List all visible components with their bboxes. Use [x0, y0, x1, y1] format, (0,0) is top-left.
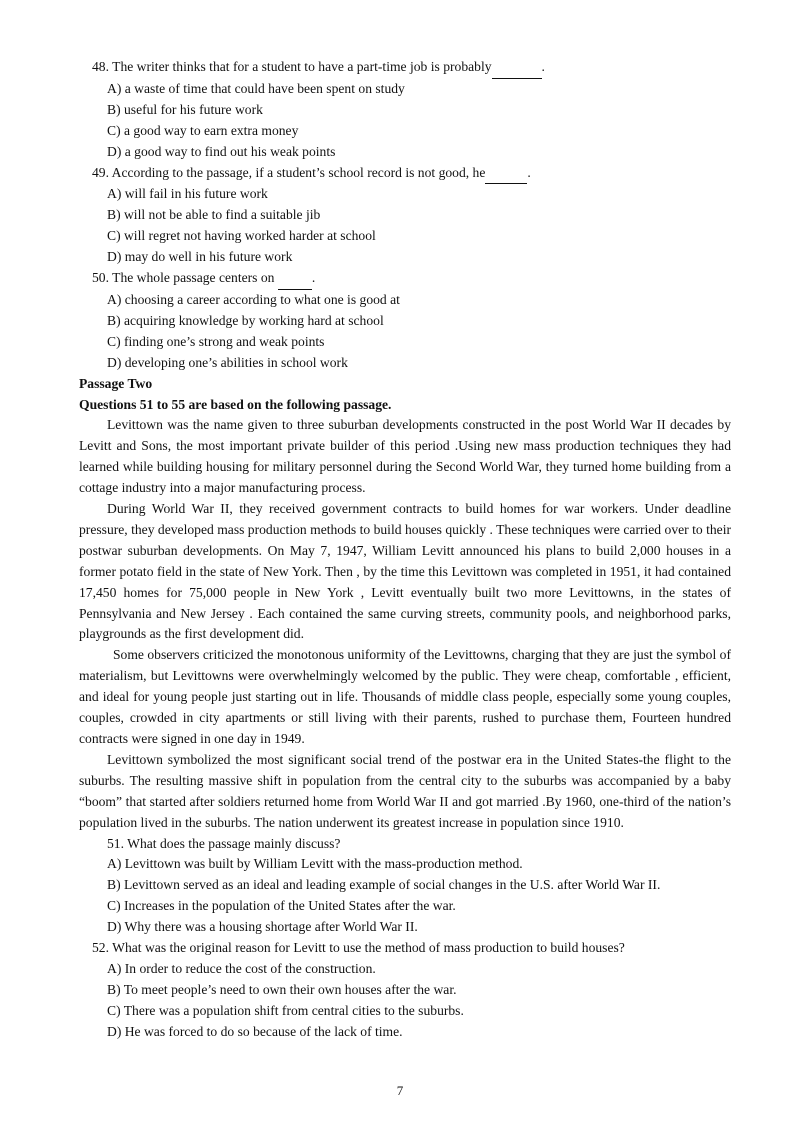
- option-d: D) Why there was a housing shortage after World War II.: [107, 919, 418, 935]
- option-c: C) a good way to earn extra money: [107, 122, 299, 138]
- option-c: C) There was a population shift from central cities to the suburbs.: [107, 1002, 464, 1018]
- question-51: [79, 834, 731, 939]
- option-a: A) Levittown was built by William Levitt with the mass-production method.: [107, 856, 523, 872]
- answer-blank: [485, 163, 527, 185]
- question-stem: [79, 57, 731, 79]
- option-d: D) a good way to find out his weak points: [107, 143, 336, 159]
- option-d: D) may do well in his future work: [107, 249, 293, 265]
- document-page: [79, 57, 731, 1043]
- option-a: A) In order to reduce the cost of the construction.: [107, 960, 376, 976]
- stem-text: 50. The whole passage centers on: [92, 270, 275, 286]
- stem-text: 49. According to the passage, if a student’s school record is not good, he: [92, 164, 486, 180]
- stem-end: .: [311, 270, 316, 286]
- question-stem: [79, 268, 731, 290]
- paragraph-4: Levittown symbolized the most significant social trend of the postwar era in the United States-the flight to the suburbs. The resulting massive shift in population from the central city to the suburbs was accompanied by a baby “boom” that started after soldiers returned home from World War II and got married .By 1960, one-third of the nation’s population lived in the suburbs. The nation underwent its greatest increase in population since 1910.: [79, 751, 731, 830]
- question-50: [79, 268, 731, 374]
- passage-instruction: Questions 51 to 55 are based on the following passage.: [79, 396, 392, 412]
- stem-end: .: [541, 59, 545, 74]
- paragraph-2: During World War II, they received government contracts to build homes for war workers. Under deadline pressure, they developed mass production methods to build houses quickly . These techniques were carried over to their postwar suburban developments. On May 7, 1947, William Levitt announced his plans to build 2,000 houses in a former potato field in the state of New York. Then , by the time this Levittown was completed in 1951, it had contained 17,450 homes for 75,000 people in New York , Levitt eventually built two more Levittowns, in the states of Pennsylvania and New Jersey . Each contained the same curving streets, community pools, and neighborhood parks, playgrounds as the first development did.: [79, 501, 731, 642]
- option-b: B) will not be able to find a suitable jib: [107, 207, 321, 223]
- question-48: [79, 57, 731, 163]
- option-d: D) He was forced to do so because of the lack of time.: [107, 1023, 403, 1039]
- option-b: B) useful for his future work: [107, 101, 263, 117]
- option-c: C) will regret not having worked harder at school: [107, 228, 376, 244]
- question-stem: 52. What was the original reason for Levitt to use the method of mass production to build houses?: [92, 940, 625, 956]
- question-stem: 51. What does the passage mainly discuss?: [107, 835, 341, 851]
- paragraph-1: Levittown was the name given to three suburban developments constructed in the post World War II decades by Levitt and Sons, the most important private builder of this period .Using new mass production techniques they had learned while building housing for military personnel during the Second World War, they turned home building from a cottage industry into a major manufacturing process.: [79, 417, 731, 496]
- stem-text: 48. The writer thinks that for a student to have a part-time job is probably: [92, 59, 492, 74]
- option-b: B) acquiring knowledge by working hard at school: [107, 312, 384, 328]
- option-d: D) developing one’s abilities in school work: [107, 354, 348, 370]
- passage-title: Passage Two: [79, 375, 153, 391]
- page-number: 7: [396, 1083, 404, 1098]
- option-a: A) will fail in his future work: [107, 186, 268, 202]
- passage-body: [79, 415, 731, 833]
- option-b: B) To meet people’s need to own their own houses after the war.: [107, 981, 457, 997]
- answer-blank: [492, 57, 542, 79]
- answer-blank: [278, 268, 312, 290]
- option-a: A) choosing a career according to what one is good at: [107, 291, 400, 307]
- question-52: [79, 938, 731, 1043]
- option-b: B) Levittown served as an ideal and leading example of social changes in the U.S. after World War II.: [107, 877, 661, 893]
- option-c: C) finding one’s strong and weak points: [107, 333, 325, 349]
- question-stem: [79, 163, 731, 185]
- option-c: C) Increases in the population of the United States after the war.: [107, 898, 456, 914]
- question-49: [79, 163, 731, 269]
- stem-end: .: [527, 164, 531, 180]
- option-a: A) a waste of time that could have been spent on study: [107, 80, 405, 96]
- paragraph-3: Some observers criticized the monotonous uniformity of the Levittowns, charging that they are just the symbol of materialism, but Levittowns were overwhelmingly welcomed by the public. They were cheap, comfortable , efficient, and ideal for young people just starting out in life. Thousands of middle class people, especially some young couples, couples, crowded in city apartments or still living with their parents, rushed to purchase them, Fourteen hundred contracts were signed in one day in 1949.: [79, 647, 731, 746]
